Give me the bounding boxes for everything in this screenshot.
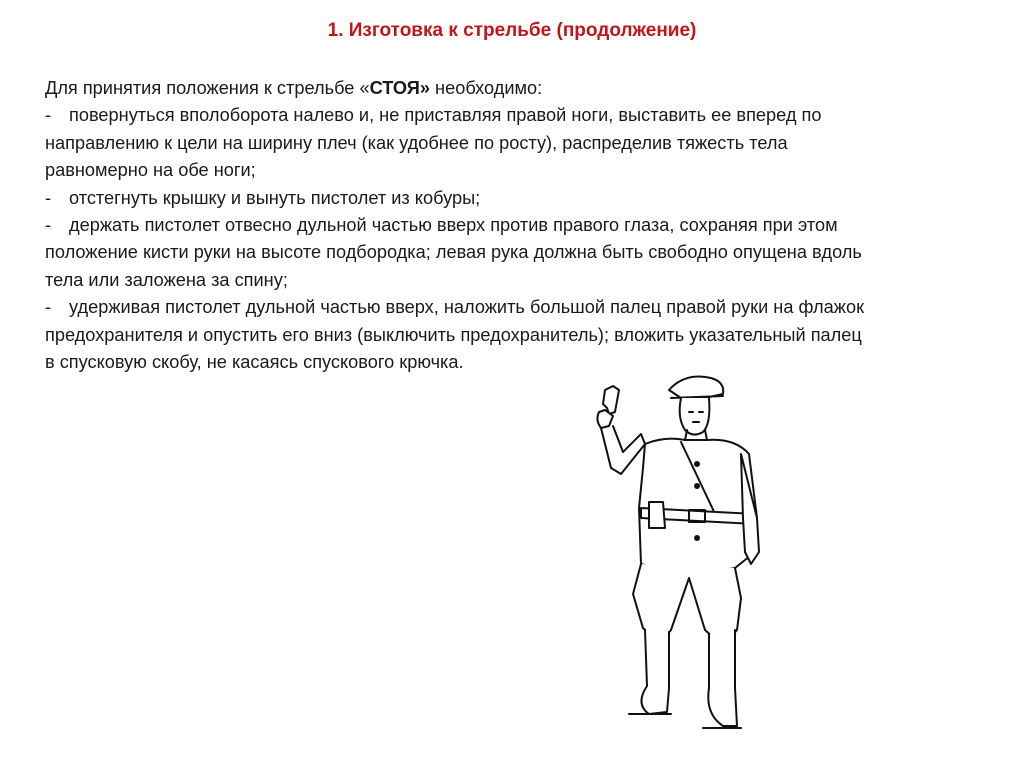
slide-title: 1. Изготовка к стрельбе (продолжение) <box>327 20 697 41</box>
list-dash: - <box>45 105 52 126</box>
list-item <box>45 102 995 129</box>
cap-icon <box>669 377 723 399</box>
list-line-cont: в спусковую скобу, не касаясь спускового крючка. <box>45 352 464 373</box>
list-dash: - <box>45 215 52 236</box>
list-item <box>45 294 995 321</box>
list-dash: - <box>45 297 52 318</box>
list-line: удерживая пистолет дульной частью вверх, наложить большой палец правой руки на флажок <box>69 297 865 318</box>
holster <box>649 502 665 528</box>
raised-arm <box>597 410 645 474</box>
list-item <box>45 212 995 239</box>
list-line-cont: равномерно на обе ноги; <box>45 160 256 181</box>
instruction-text <box>45 75 995 376</box>
right-boot <box>708 630 737 726</box>
list-line-cont: положение кисти руки на высоте подбородка; левая рука должна быть свободно опущена вдоль <box>45 242 862 263</box>
intro-tail-text: необходимо: <box>430 78 543 98</box>
list-line: повернуться вполоборота налево и, не приставляя правой ноги, выставить ее вперед по <box>69 105 822 126</box>
list-line: отстегнуть крышку и вынуть пистолет из кобуры; <box>69 187 481 208</box>
intro-bold-text: СТОЯ» <box>369 78 430 98</box>
intro-text: Для принятия положения к стрельбе « <box>45 78 370 98</box>
list-line-cont: тела или заложена за спину; <box>45 269 288 290</box>
soldier-illustration <box>585 368 770 738</box>
intro-line <box>45 75 995 102</box>
list-dash: - <box>45 187 52 208</box>
left-boot <box>641 630 669 714</box>
list-line-cont: предохранителя и опустить его вниз (выключить предохранитель); вложить указательный палец <box>45 324 862 345</box>
list-line-cont: направлению к цели на ширину плеч (как удобнее по росту), распределив тяжесть тела <box>45 132 788 153</box>
list-item <box>45 185 995 212</box>
list-line: держать пистолет отвесно дульной частью вверх против правого глаза, сохраняя при этом <box>69 215 838 236</box>
